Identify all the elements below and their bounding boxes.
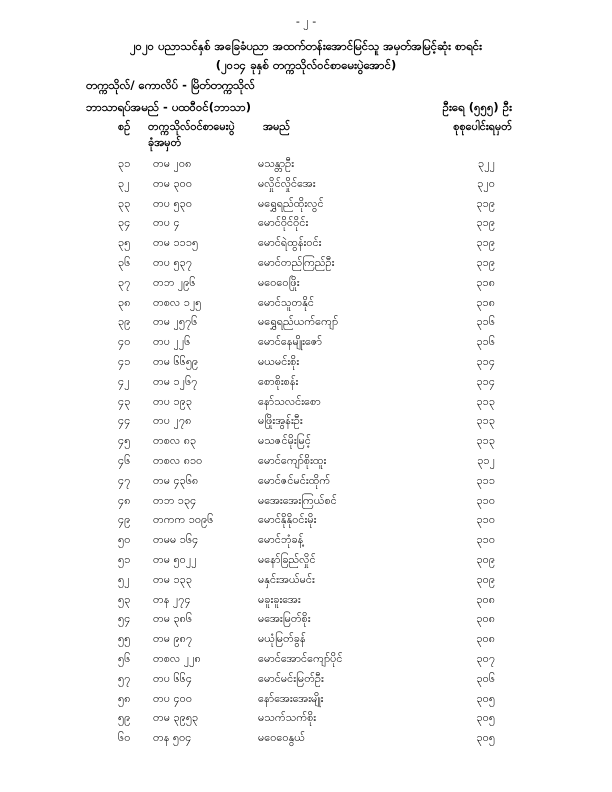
row-number: ၄၄ [118, 414, 131, 428]
student-name: မလှိုင်လှိုင်အေး [258, 176, 316, 190]
total-score: ၃၀၇ [476, 651, 495, 665]
total-score: ၃၁၀ [476, 513, 495, 527]
header-exam: တက္ကသိုလ်ဝင်စာမေးပွဲ [148, 120, 235, 133]
exam-seat-number: တမ ၅၀၂၂ [153, 552, 197, 566]
table-row [0, 256, 612, 276]
table-row [0, 573, 612, 593]
table-row [0, 513, 612, 533]
row-number: ၅၈ [118, 691, 131, 705]
total-score: ၃၁၃ [476, 394, 495, 408]
table-row [0, 276, 612, 296]
table-row [0, 494, 612, 514]
student-name: မောင်တည်ကြည်ဦး [258, 255, 335, 269]
student-name: မသဇင်မိုးမြင့် [258, 434, 311, 448]
student-name: မောင်သူတနိုင် [258, 295, 315, 309]
exam-seat-number: တစလ ၈၃ [153, 434, 197, 448]
total-score: ၃၀၈ [476, 592, 495, 606]
table-row [0, 632, 612, 652]
row-number: ၅၂ [118, 572, 130, 586]
exam-seat-number: တမ ၂၅၇၆ [153, 315, 198, 329]
count-line: ဦးရေ (၅၅၅) ဦး [442, 100, 512, 114]
table-row [0, 711, 612, 731]
table-row [0, 434, 612, 454]
header-no: စဉ် [118, 120, 131, 133]
university-line: တက္ကသိုလ်/ ကောလိပ် - မြိတ်တက္ကသိုလ် [86, 78, 255, 92]
student-name: မောင်ဘုံခန့် [258, 533, 304, 547]
table-row [0, 395, 612, 415]
total-score: ၃၁၄ [476, 374, 495, 388]
row-number: ၄၃ [118, 394, 131, 408]
student-name: မယမင်းစိုး [258, 354, 300, 368]
exam-seat-number: တမ ၆၆၅၉ [153, 354, 199, 368]
exam-seat-number: တဘ ၁၃၄ [153, 493, 197, 507]
row-number: ၅၃ [118, 592, 131, 606]
student-name: မအေးအေးကြယ်စင် [258, 493, 337, 507]
total-score: ၃၁၉ [476, 255, 495, 269]
student-name: မောင်ဝိုင်ဝိုင်း [258, 216, 309, 230]
total-score: ၃၁၄ [476, 354, 495, 368]
total-score: ၃၀၉ [476, 552, 495, 566]
row-number: ၅၀ [118, 533, 131, 547]
row-number: ၅၅ [118, 632, 131, 646]
row-number: ၃၉ [118, 315, 131, 329]
row-number: ၃၈ [118, 295, 131, 309]
row-number: ၃၆ [118, 255, 131, 269]
student-name: စောစိုးစန်း [258, 374, 299, 388]
total-score: ၃၁၆ [476, 335, 495, 349]
row-number: ၄၁ [118, 354, 131, 368]
exam-seat-number: တဘ ၂၉၆ [153, 275, 196, 289]
header-name: အမည် [263, 120, 291, 133]
student-name: မောင်ရဲထွန်းဝင်း [258, 236, 322, 250]
student-name: မဝေဝေဖြိုး [258, 275, 300, 289]
table-row [0, 157, 612, 177]
student-name: မဖြိုးအွန်းဦး [258, 414, 303, 428]
row-number: ၃၃ [118, 196, 131, 210]
total-score: ၃၁၂ [477, 453, 495, 467]
total-score: ၃၀၅ [476, 691, 495, 705]
student-name: မခူးခူးအေး [258, 592, 301, 606]
row-number: ၃၅ [118, 236, 131, 250]
exam-seat-number: တမ ၄၃၆၈ [153, 473, 199, 487]
total-score: ၃၀၅ [476, 711, 495, 725]
student-name: မနော်ခြည်လှိုင် [258, 552, 316, 566]
exam-seat-number: တပ ၂၇၈ [153, 414, 192, 428]
table-row [0, 731, 612, 751]
exam-seat-number: တပ ၅၃၇ [153, 255, 193, 269]
exam-seat-number: တပ ၄ [153, 216, 180, 230]
row-number: ၄၅ [118, 434, 131, 448]
exam-seat-number: တန ၅၀၄ [153, 731, 192, 745]
exam-seat-number: တပ ၆၆၄ [153, 671, 193, 685]
table-row [0, 414, 612, 434]
document-subtitle: (၂၀၁၄ ခုနှစ် တက္ကသိုလ်ဝင်စာမေးပွဲအောင်) [215, 58, 397, 72]
exam-seat-number: တမ ၁၁၁၅ [153, 236, 199, 250]
student-name: နော်အေးအေးမျိုး [258, 691, 324, 705]
exam-seat-number: တစလ ၈၁၀ [153, 453, 203, 467]
row-number: ၆၀ [118, 731, 131, 745]
row-number: ၄၈ [118, 493, 131, 507]
total-score: ၃၀၈ [476, 612, 495, 626]
row-number: ၃၁ [118, 157, 131, 170]
table-row [0, 652, 612, 672]
table-row [0, 593, 612, 613]
table-row [0, 315, 612, 335]
row-number: ၅၄ [118, 612, 131, 626]
table-row [0, 296, 612, 316]
total-score: ၃၁၀ [476, 533, 495, 547]
student-name: မောင်နေမျိုးဇော် [258, 335, 322, 349]
results-table [0, 157, 612, 751]
table-row [0, 692, 612, 712]
exam-seat-number: တပ ၅၃၀ [153, 196, 193, 210]
student-name: မောင်နိုနိုဝင်းမိုး [258, 513, 317, 527]
total-score: ၃၁၃ [476, 434, 495, 448]
total-score: ၃၁၆ [476, 315, 495, 329]
document-title: ၂၀၂၀ ပညာသင်နှစ် အခြေခံပညာ အထက်တန်းအောင်မြင်သူ အမှတ်အမြင့်ဆုံး စာရင်း [129, 39, 483, 53]
exam-seat-number: တမမ ၁၆၄ [153, 533, 199, 547]
student-name: နော်သလင်းစော [258, 394, 321, 408]
row-number: ၃၄ [118, 216, 131, 230]
exam-seat-number: တစလ ၁၂၅ [153, 295, 202, 309]
table-row [0, 612, 612, 632]
table-row [0, 177, 612, 197]
row-number: ၅၁ [118, 552, 131, 566]
exam-seat-number: တမ ၃၈၆ [153, 612, 193, 626]
row-number: ၄၀ [118, 335, 131, 349]
row-number: ၅၆ [118, 651, 131, 665]
total-score: ၃၀၈ [476, 632, 495, 646]
student-name: မနှင်းအယ်မင်း [258, 572, 315, 586]
row-number: ၄၇ [118, 473, 131, 487]
student-name: မောင်ဇင်မင်းထိုက် [258, 473, 331, 487]
row-number: ၅၇ [118, 671, 131, 685]
exam-seat-number: တမ ၃၉၅၃ [153, 711, 199, 725]
total-score: ၃၀၆ [476, 671, 495, 685]
student-name: မရွှေရည်ယက်ကျော် [258, 315, 339, 329]
student-name: မောင်မင်းမြတ်ဦး [258, 671, 324, 685]
table-row [0, 197, 612, 217]
table-row [0, 236, 612, 256]
total-score: ၃၀၅ [476, 731, 495, 745]
row-number: ၃၇ [118, 275, 131, 289]
student-name: မသန္တာဦး [258, 157, 295, 170]
total-score: ၃၁၈ [476, 275, 495, 289]
total-score: ၃၁၉ [476, 216, 495, 230]
exam-seat-number: တကက ၁၀၉၆ [153, 513, 214, 527]
student-name: မရွှေရည်ထိုးလွင် [258, 196, 324, 210]
page-number: - ၂ - [295, 15, 317, 28]
total-score: ၃၀၉ [476, 572, 495, 586]
student-name: မယုံမြတ်ခွန် [258, 632, 306, 646]
exam-seat-number: တန ၂၇၄ [153, 592, 191, 606]
student-name: မောင်ကျော်စိုးထူး [258, 453, 327, 467]
exam-seat-number: တပ ၁၉၃ [153, 394, 193, 408]
table-row [0, 454, 612, 474]
row-number: ၄၉ [118, 513, 131, 527]
student-name: မဝေဝေနွယ် [258, 731, 305, 745]
table-row [0, 672, 612, 692]
exam-seat-number: တပ ၂၂၆ [153, 335, 191, 349]
row-number: ၃၂ [118, 176, 130, 190]
table-row [0, 335, 612, 355]
exam-seat-number: တမ ၁၂၆၇ [153, 374, 198, 388]
header-score: စုစုပေါင်းရမှတ် [453, 120, 512, 133]
total-score: ၃၂၂ [478, 157, 495, 170]
header-seat-number: ခုံအမှတ် [148, 136, 182, 149]
total-score: ၃၁၃ [476, 414, 495, 428]
row-number: ၄၂ [118, 374, 130, 388]
student-name: မအေးမြတ်စိုး [258, 612, 311, 626]
exam-seat-number: တမ ၉၈၇ [153, 632, 193, 646]
total-score: ၃၁၁ [476, 473, 495, 487]
total-score: ၃၁၉ [476, 196, 495, 210]
exam-seat-number: တစလ ၂၂၈ [153, 651, 201, 665]
total-score: ၃၁၈ [476, 295, 495, 309]
student-name: မောင်အောင်ကျော်ပိုင် [258, 651, 343, 665]
student-name: မသက်သက်စိုး [258, 711, 317, 725]
table-row [0, 355, 612, 375]
table-row [0, 216, 612, 236]
exam-seat-number: တမ ၂၀၈ [153, 157, 192, 170]
total-score: ၃၂၀ [477, 176, 495, 190]
exam-seat-number: တပ ၄၀၀ [153, 691, 193, 705]
table-row [0, 474, 612, 494]
exam-seat-number: တမ ၃၀၀ [153, 176, 193, 190]
table-row [0, 533, 612, 553]
exam-seat-number: တမ ၁၃၃ [153, 572, 193, 586]
subject-line: ဘာသာရပ်အမည် - ပထဝီဝင်(ဘာသာ) [86, 100, 251, 114]
table-row [0, 553, 612, 573]
row-number: ၄၆ [118, 453, 131, 467]
total-score: ၃၁၉ [476, 236, 495, 250]
total-score: ၃၁၀ [476, 493, 495, 507]
row-number: ၅၉ [118, 711, 131, 725]
table-row [0, 375, 612, 395]
